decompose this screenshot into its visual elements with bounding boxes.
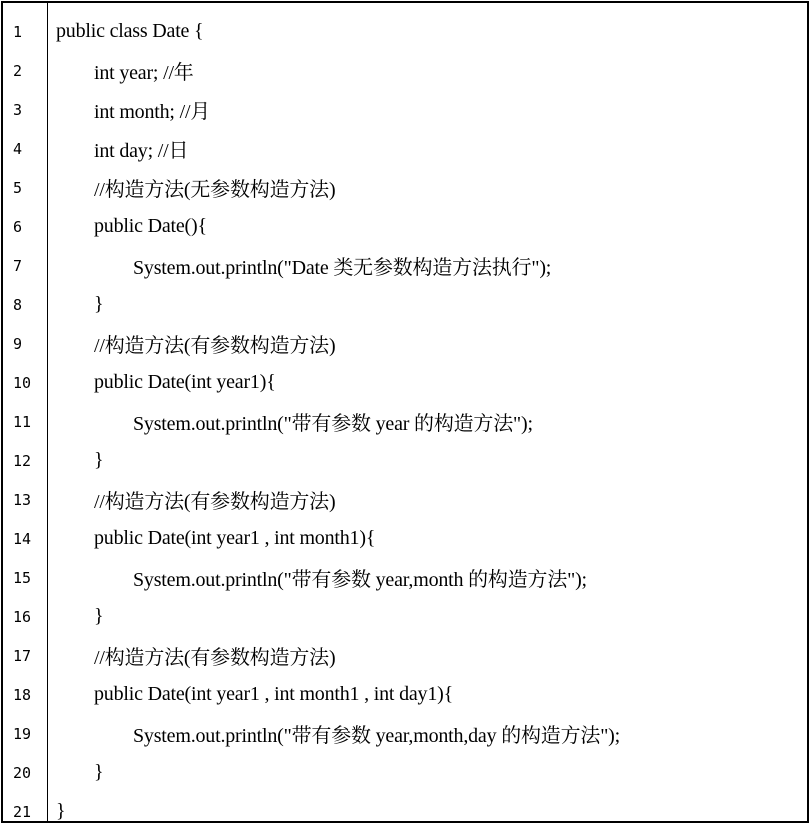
line-number: 13	[13, 490, 32, 509]
code-text: System.out.println("带有参数 year 的构造方法");	[133, 413, 533, 435]
code-text: //构造方法(有参数构造方法)	[94, 647, 336, 669]
code-text: public Date(int year1){	[94, 371, 276, 393]
code-text: public class Date {	[56, 20, 204, 42]
code-line	[3, 285, 807, 324]
line-number: 4	[13, 139, 23, 158]
code-text: }	[94, 761, 104, 783]
line-number: 18	[13, 685, 32, 704]
line-number: 2	[13, 61, 23, 80]
code-line	[3, 675, 807, 714]
code-text: //构造方法(无参数构造方法)	[94, 179, 336, 201]
code-line	[3, 129, 807, 168]
code-line	[3, 324, 807, 363]
line-number: 7	[13, 256, 23, 275]
code-text: public Date(int year1 , int month1 , int day1){	[94, 683, 454, 705]
code-text: }	[94, 449, 104, 471]
code-line	[3, 51, 807, 90]
line-number: 5	[13, 178, 23, 197]
code-text: System.out.println("带有参数 year,month 的构造方法");	[133, 569, 587, 591]
code-text: //构造方法(有参数构造方法)	[94, 335, 336, 357]
line-number: 19	[13, 724, 32, 743]
line-number: 9	[13, 334, 23, 353]
code-listing	[1, 1, 809, 823]
line-number: 16	[13, 607, 32, 626]
line-number: 8	[13, 295, 23, 314]
code-text: int year; //年	[94, 62, 194, 84]
code-line	[3, 12, 807, 51]
line-number: 3	[13, 100, 23, 119]
code-line	[3, 207, 807, 246]
code-line	[3, 168, 807, 207]
line-number: 10	[13, 373, 32, 392]
line-number: 6	[13, 217, 23, 236]
code-line	[3, 597, 807, 636]
code-line	[3, 753, 807, 792]
code-line	[3, 363, 807, 402]
code-text: public Date(int year1 , int month1){	[94, 527, 376, 549]
line-number: 12	[13, 451, 32, 470]
line-number: 11	[13, 412, 32, 431]
line-number: 17	[13, 646, 32, 665]
code-line	[3, 441, 807, 480]
code-line	[3, 636, 807, 675]
code-line	[3, 246, 807, 285]
code-line	[3, 90, 807, 129]
code-text: System.out.println("带有参数 year,month,day 的构造方法");	[133, 725, 620, 747]
code-line	[3, 714, 807, 753]
code-lines	[3, 12, 807, 831]
line-number: 14	[13, 529, 32, 548]
code-line	[3, 402, 807, 441]
code-text: int month; //月	[94, 101, 211, 123]
line-number: 1	[13, 22, 23, 41]
code-line	[3, 558, 807, 597]
code-line	[3, 480, 807, 519]
line-number: 21	[13, 802, 32, 821]
line-number: 15	[13, 568, 32, 587]
code-text: }	[94, 293, 104, 315]
code-line	[3, 792, 807, 831]
line-number: 20	[13, 763, 32, 782]
code-line	[3, 519, 807, 558]
code-text: int day; //日	[94, 140, 189, 162]
code-text: System.out.println("Date 类无参数构造方法执行");	[133, 257, 552, 279]
code-text: }	[94, 605, 104, 627]
code-text: //构造方法(有参数构造方法)	[94, 491, 336, 513]
code-text: }	[56, 800, 66, 822]
code-text: public Date(){	[94, 215, 207, 237]
